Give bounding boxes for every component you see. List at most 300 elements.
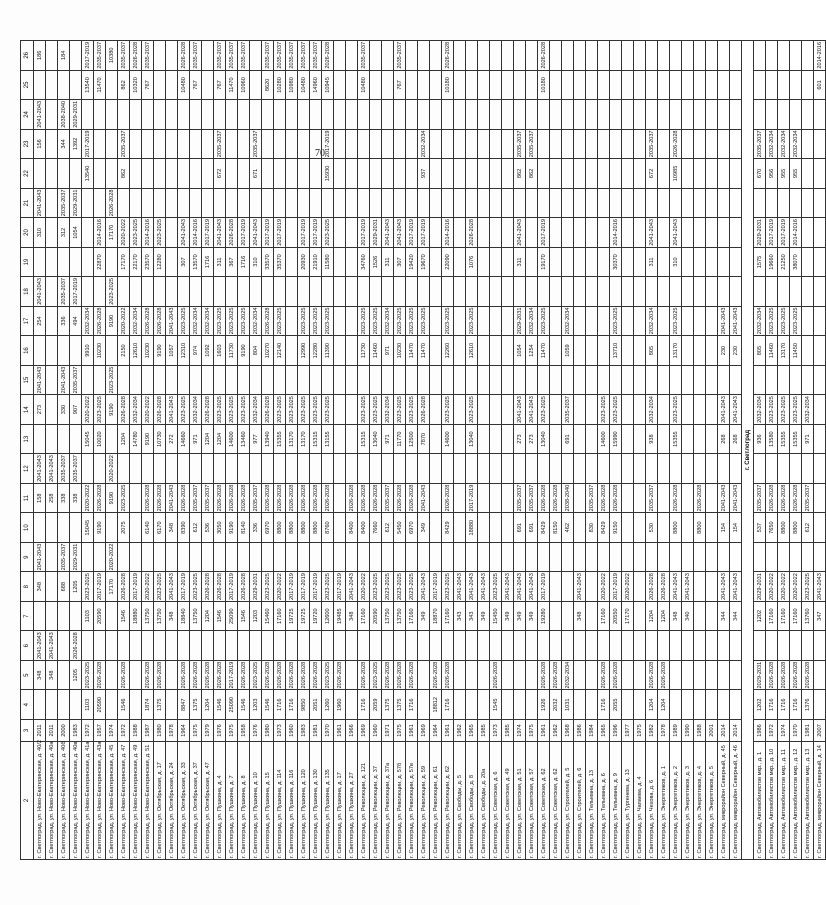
value-cell: 2026-2028 <box>358 660 370 690</box>
value-cell: 12310 <box>178 336 190 366</box>
value-cell <box>310 188 322 218</box>
value-cell: 2017-2019 <box>466 483 478 513</box>
value-cell <box>382 365 394 395</box>
value-cell: 2035-2037 <box>646 483 658 513</box>
value-cell: 13040 <box>370 424 382 454</box>
value-cell: 2026-2028 <box>214 660 226 690</box>
table-row <box>262 41 274 860</box>
value-cell <box>730 365 742 395</box>
value-cell <box>46 601 58 631</box>
value-cell: 1260 <box>322 690 334 720</box>
value-cell <box>190 365 202 395</box>
value-cell: 6140 <box>142 513 154 543</box>
value-cell <box>706 601 718 631</box>
value-cell: 1375 <box>382 690 394 720</box>
value-cell: 19170 <box>538 247 550 277</box>
value-cell <box>106 159 118 189</box>
value-cell <box>190 454 202 484</box>
value-cell <box>118 454 130 484</box>
value-cell: 2017-2019 <box>226 572 238 602</box>
value-cell: 9850 <box>298 690 310 720</box>
table-row <box>238 41 250 860</box>
value-cell: 2035-2037 <box>202 483 214 513</box>
value-cell <box>106 247 118 277</box>
value-cell <box>310 454 322 484</box>
value-cell: 2041-2043 <box>34 277 46 307</box>
value-cell: 2032-2034 <box>382 395 394 425</box>
value-cell: 2035-2037 <box>70 454 82 484</box>
value-cell <box>502 41 514 71</box>
year-cell: 1975 <box>394 720 406 742</box>
value-cell <box>430 513 442 543</box>
value-cell: 2014-2016 <box>814 41 826 71</box>
value-cell <box>526 277 538 307</box>
value-cell <box>670 542 682 572</box>
value-cell <box>46 306 58 336</box>
value-cell: 10985 <box>670 159 682 189</box>
value-cell <box>622 41 634 71</box>
value-cell <box>634 690 646 720</box>
value-cell <box>682 542 694 572</box>
value-cell: 601 <box>814 70 826 100</box>
value-cell <box>70 247 82 277</box>
value-cell <box>226 100 238 130</box>
value-cell <box>382 188 394 218</box>
value-cell <box>478 454 490 484</box>
value-cell <box>478 424 490 454</box>
address-cell: г. Светлоград, ул. Энергетиков, д. 4 <box>694 742 706 860</box>
address-cell: г. Светлоград, ул. Революции, д. 57в <box>406 742 418 860</box>
value-cell: 10180 <box>538 70 550 100</box>
value-cell <box>562 572 574 602</box>
value-cell: 13170 <box>286 424 298 454</box>
value-cell <box>430 277 442 307</box>
address-cell: г. Светлоград, ул. Пушкина, д. 27 <box>346 742 358 860</box>
value-cell <box>598 159 610 189</box>
value-cell <box>490 188 502 218</box>
value-cell <box>658 336 670 366</box>
value-cell <box>274 100 286 130</box>
table-row <box>586 41 598 860</box>
value-cell <box>382 454 394 484</box>
value-cell <box>334 129 346 159</box>
column-number: 4 <box>21 690 34 720</box>
value-cell <box>190 188 202 218</box>
value-cell: 12990 <box>298 336 310 366</box>
value-cell: 2026-2028 <box>298 483 310 513</box>
value-cell: 2017-2019 <box>358 218 370 248</box>
value-cell: 34760 <box>358 247 370 277</box>
address-cell: г. Светлоград, ул. Пушкина, д. 114 <box>274 742 286 860</box>
value-cell <box>310 129 322 159</box>
value-cell: 15355 <box>790 424 802 454</box>
value-cell <box>766 188 778 218</box>
value-cell <box>286 306 298 336</box>
value-cell <box>730 41 742 71</box>
value-cell <box>430 188 442 218</box>
value-cell <box>454 631 466 661</box>
value-cell <box>466 660 478 690</box>
value-cell: 2026-2028 <box>106 188 118 218</box>
value-cell <box>250 631 262 661</box>
value-cell: 691 <box>526 513 538 543</box>
value-cell <box>502 454 514 484</box>
value-cell <box>490 336 502 366</box>
value-cell <box>550 100 562 130</box>
value-cell <box>106 513 118 543</box>
value-cell <box>526 660 538 690</box>
value-cell <box>58 660 70 690</box>
year-cell: 1965 <box>598 720 610 742</box>
address-cell: г. Светлоград, Автомобилистов мкр., д. 10 <box>766 742 778 860</box>
year-cell: 1978 <box>166 720 178 742</box>
value-cell: 2041-2043 <box>34 365 46 395</box>
value-cell: 1874 <box>142 690 154 720</box>
value-cell: 2026-2028 <box>358 483 370 513</box>
value-cell: 9190 <box>94 513 106 543</box>
value-cell <box>34 601 46 631</box>
value-cell <box>454 188 466 218</box>
table-row <box>658 41 670 860</box>
value-cell: 10380 <box>106 41 118 71</box>
value-cell <box>718 218 730 248</box>
year-cell: 1987 <box>142 720 154 742</box>
value-cell: 1204 <box>202 601 214 631</box>
value-cell <box>418 660 430 690</box>
value-cell: 767 <box>190 70 202 100</box>
value-cell: 2041-2043 <box>46 454 58 484</box>
value-cell: 2041-2043 <box>34 100 46 130</box>
value-cell: 2023-2025 <box>322 395 334 425</box>
value-cell <box>682 41 694 71</box>
address-cell: г. Светлоград, ул. Октябрьская, д. 17 <box>154 742 166 860</box>
value-cell <box>118 542 130 572</box>
value-cell: 2023-2025 <box>442 306 454 336</box>
value-cell <box>766 454 778 484</box>
value-cell: 2041-2043 <box>502 572 514 602</box>
value-cell <box>358 188 370 218</box>
year-cell: 1962 <box>550 720 562 742</box>
value-cell <box>814 247 826 277</box>
value-cell <box>634 542 646 572</box>
value-cell <box>334 365 346 395</box>
address-cell: г. Светлоград, ул. Пушкина, д. 116 <box>286 742 298 860</box>
value-cell: 2026-2028 <box>262 395 274 425</box>
value-cell <box>766 70 778 100</box>
value-cell: 2020-2022 <box>118 306 130 336</box>
value-cell <box>718 159 730 189</box>
value-cell <box>58 70 70 100</box>
value-cell: 2017-2019 <box>298 218 310 248</box>
value-cell <box>106 631 118 661</box>
address-cell: г. Светлоград, ул. Советская, д. 62 <box>538 742 550 860</box>
value-cell: 2035-2037 <box>394 41 406 71</box>
value-cell <box>466 542 478 572</box>
value-cell <box>430 70 442 100</box>
table-row <box>622 41 634 860</box>
value-cell <box>526 690 538 720</box>
value-cell <box>490 277 502 307</box>
value-cell <box>730 100 742 130</box>
year-cell: 1969 <box>358 720 370 742</box>
table-row <box>766 41 778 860</box>
value-cell: 1204 <box>214 424 226 454</box>
value-cell: 11450 <box>790 336 802 366</box>
value-cell: 2023-2025 <box>490 572 502 602</box>
value-cell <box>754 365 766 395</box>
value-cell <box>214 454 226 484</box>
value-cell: 2020-2022 <box>766 572 778 602</box>
value-cell: 2032-2034 <box>190 395 202 425</box>
value-cell: 2023-2025 <box>598 395 610 425</box>
value-cell <box>526 247 538 277</box>
table-row <box>514 41 526 860</box>
value-cell: 154 <box>718 513 730 543</box>
value-cell <box>814 159 826 189</box>
value-cell: 2035-2037 <box>214 129 226 159</box>
value-cell: 2029-2031 <box>70 542 82 572</box>
value-cell <box>670 365 682 395</box>
value-cell: 2026-2028 <box>190 660 202 690</box>
value-cell: 14660 <box>178 424 190 454</box>
value-cell: 2026-2028 <box>394 483 406 513</box>
value-cell <box>598 70 610 100</box>
value-cell <box>478 660 490 690</box>
value-cell <box>550 188 562 218</box>
value-cell <box>202 70 214 100</box>
value-cell <box>166 454 178 484</box>
value-cell <box>550 247 562 277</box>
value-cell: 2023-2025 <box>106 365 118 395</box>
value-cell <box>694 336 706 366</box>
value-cell <box>118 100 130 130</box>
value-cell: 2026-2028 <box>238 483 250 513</box>
value-cell <box>406 631 418 661</box>
value-cell: 612 <box>190 513 202 543</box>
value-cell <box>322 100 334 130</box>
value-cell <box>490 424 502 454</box>
value-cell <box>334 424 346 454</box>
value-cell <box>490 247 502 277</box>
value-cell: 11390 <box>322 336 334 366</box>
value-cell: 1202 <box>754 690 766 720</box>
value-cell: 2026-2028 <box>322 41 334 71</box>
value-cell: 2023-2025 <box>226 306 238 336</box>
table-row <box>94 41 106 860</box>
value-cell <box>778 277 790 307</box>
value-cell <box>646 100 658 130</box>
value-cell <box>514 660 526 690</box>
value-cell <box>490 41 502 71</box>
value-cell <box>70 513 82 543</box>
year-cell: 1988 <box>130 720 142 742</box>
value-cell <box>586 218 598 248</box>
value-cell <box>202 631 214 661</box>
year-cell: 1977 <box>622 720 634 742</box>
table-row <box>670 41 682 860</box>
value-cell <box>574 660 586 690</box>
value-cell: 2035-2037 <box>58 542 70 572</box>
value-cell: 22090 <box>442 247 454 277</box>
value-cell <box>610 70 622 100</box>
section-title: г. Светлоград <box>742 41 754 860</box>
value-cell: 8800 <box>670 513 682 543</box>
value-cell <box>490 70 502 100</box>
value-cell <box>778 100 790 130</box>
value-cell <box>478 159 490 189</box>
value-cell <box>262 277 274 307</box>
value-cell <box>802 247 814 277</box>
value-cell: 805 <box>754 336 766 366</box>
value-cell: 956 <box>766 159 778 189</box>
value-cell <box>706 41 718 71</box>
value-cell <box>598 454 610 484</box>
table-row <box>226 41 238 860</box>
value-cell: 2023-2025 <box>106 277 118 307</box>
value-cell: 2023-2025 <box>802 572 814 602</box>
value-cell <box>286 159 298 189</box>
value-cell: 254 <box>34 306 46 336</box>
value-cell <box>646 542 658 572</box>
value-cell: 12610 <box>466 336 478 366</box>
value-cell <box>814 454 826 484</box>
value-cell <box>562 601 574 631</box>
value-cell: 2023-2025 <box>538 395 550 425</box>
value-cell <box>418 454 430 484</box>
value-cell <box>178 542 190 572</box>
value-cell <box>586 70 598 100</box>
address-cell: г. Светлоград, ул. Революции, д. 121 <box>358 742 370 860</box>
address-cell: г. Светлоград, ул. Ново-Екатеринская, д. 51 <box>142 742 154 860</box>
year-cell: 1961 <box>406 720 418 742</box>
value-cell <box>778 454 790 484</box>
value-cell: 2023-2025 <box>178 306 190 336</box>
value-cell <box>526 100 538 130</box>
year-cell: 1964 <box>178 720 190 742</box>
value-cell <box>514 690 526 720</box>
value-cell <box>634 601 646 631</box>
value-cell <box>586 247 598 277</box>
value-cell <box>358 277 370 307</box>
value-cell <box>694 454 706 484</box>
value-cell <box>694 70 706 100</box>
value-cell: 1076 <box>466 247 478 277</box>
value-cell: 19485 <box>334 601 346 631</box>
value-cell <box>106 424 118 454</box>
value-cell: 2041-2043 <box>166 483 178 513</box>
value-cell <box>178 159 190 189</box>
value-cell <box>406 100 418 130</box>
value-cell <box>706 513 718 543</box>
value-cell <box>502 277 514 307</box>
value-cell: 2041-2043 <box>250 218 262 248</box>
value-cell <box>574 690 586 720</box>
value-cell <box>394 542 406 572</box>
address-cell: г. Светлоград, ул. Тельмана, д. 6 <box>598 742 610 860</box>
value-cell: 156 <box>34 129 46 159</box>
value-cell: 2041-2043 <box>394 218 406 248</box>
value-cell: 14600 <box>226 424 238 454</box>
value-cell: 13540 <box>82 70 94 100</box>
value-cell: 2041-2043 <box>574 572 586 602</box>
value-cell <box>430 424 442 454</box>
value-cell: 2014-2016 <box>94 218 106 248</box>
value-cell <box>718 690 730 720</box>
value-cell <box>166 277 178 307</box>
value-cell <box>454 247 466 277</box>
value-cell <box>490 129 502 159</box>
value-cell <box>118 188 130 218</box>
value-cell: 2041-2043 <box>34 188 46 218</box>
value-cell <box>274 365 286 395</box>
value-cell <box>682 70 694 100</box>
value-cell: 2023-2025 <box>286 395 298 425</box>
value-cell: 21250 <box>778 247 790 277</box>
value-cell: 10480 <box>178 70 190 100</box>
value-cell <box>790 70 802 100</box>
year-cell: 1957 <box>94 720 106 742</box>
value-cell: 2026-2028 <box>154 395 166 425</box>
value-cell <box>274 631 286 661</box>
value-cell <box>190 542 202 572</box>
value-cell: 1716 <box>598 690 610 720</box>
value-cell <box>46 572 58 602</box>
value-cell <box>754 41 766 71</box>
value-cell: 19420 <box>406 247 418 277</box>
value-cell: 2041-2043 <box>682 572 694 602</box>
value-cell: 17160 <box>406 601 418 631</box>
value-cell <box>538 100 550 130</box>
value-cell: 2026-2028 <box>430 660 442 690</box>
value-cell: 2026-2028 <box>202 572 214 602</box>
value-cell <box>82 454 94 484</box>
value-cell <box>706 424 718 454</box>
value-cell <box>142 365 154 395</box>
value-cell: 338 <box>58 483 70 513</box>
value-cell <box>814 277 826 307</box>
value-cell: 2026-2028 <box>70 631 82 661</box>
value-cell <box>298 542 310 572</box>
value-cell: 273 <box>34 395 46 425</box>
value-cell: 2032-2034 <box>562 306 574 336</box>
value-cell: 2023-2025 <box>790 306 802 336</box>
value-cell: 767 <box>214 70 226 100</box>
value-cell <box>358 365 370 395</box>
value-cell: 2026-2028 <box>274 483 286 513</box>
value-cell: 348 <box>346 601 358 631</box>
table-row <box>118 41 130 860</box>
value-cell: 2026-2028 <box>610 660 622 690</box>
value-cell <box>550 542 562 572</box>
value-cell <box>562 188 574 218</box>
table-row <box>58 41 70 860</box>
value-cell: 2026-2028 <box>610 483 622 513</box>
value-cell: 2026-2028 <box>310 483 322 513</box>
value-cell <box>730 129 742 159</box>
value-cell: 8400 <box>346 513 358 543</box>
value-cell <box>166 542 178 572</box>
value-cell <box>526 218 538 248</box>
value-cell: 2041-2043 <box>718 395 730 425</box>
value-cell <box>706 483 718 513</box>
value-cell: 311 <box>214 247 226 277</box>
value-cell <box>634 513 646 543</box>
value-cell: 1375 <box>190 690 202 720</box>
value-cell <box>490 218 502 248</box>
table-row <box>310 41 322 860</box>
column-number-row <box>21 41 34 860</box>
value-cell: 2035-2037 <box>586 483 598 513</box>
